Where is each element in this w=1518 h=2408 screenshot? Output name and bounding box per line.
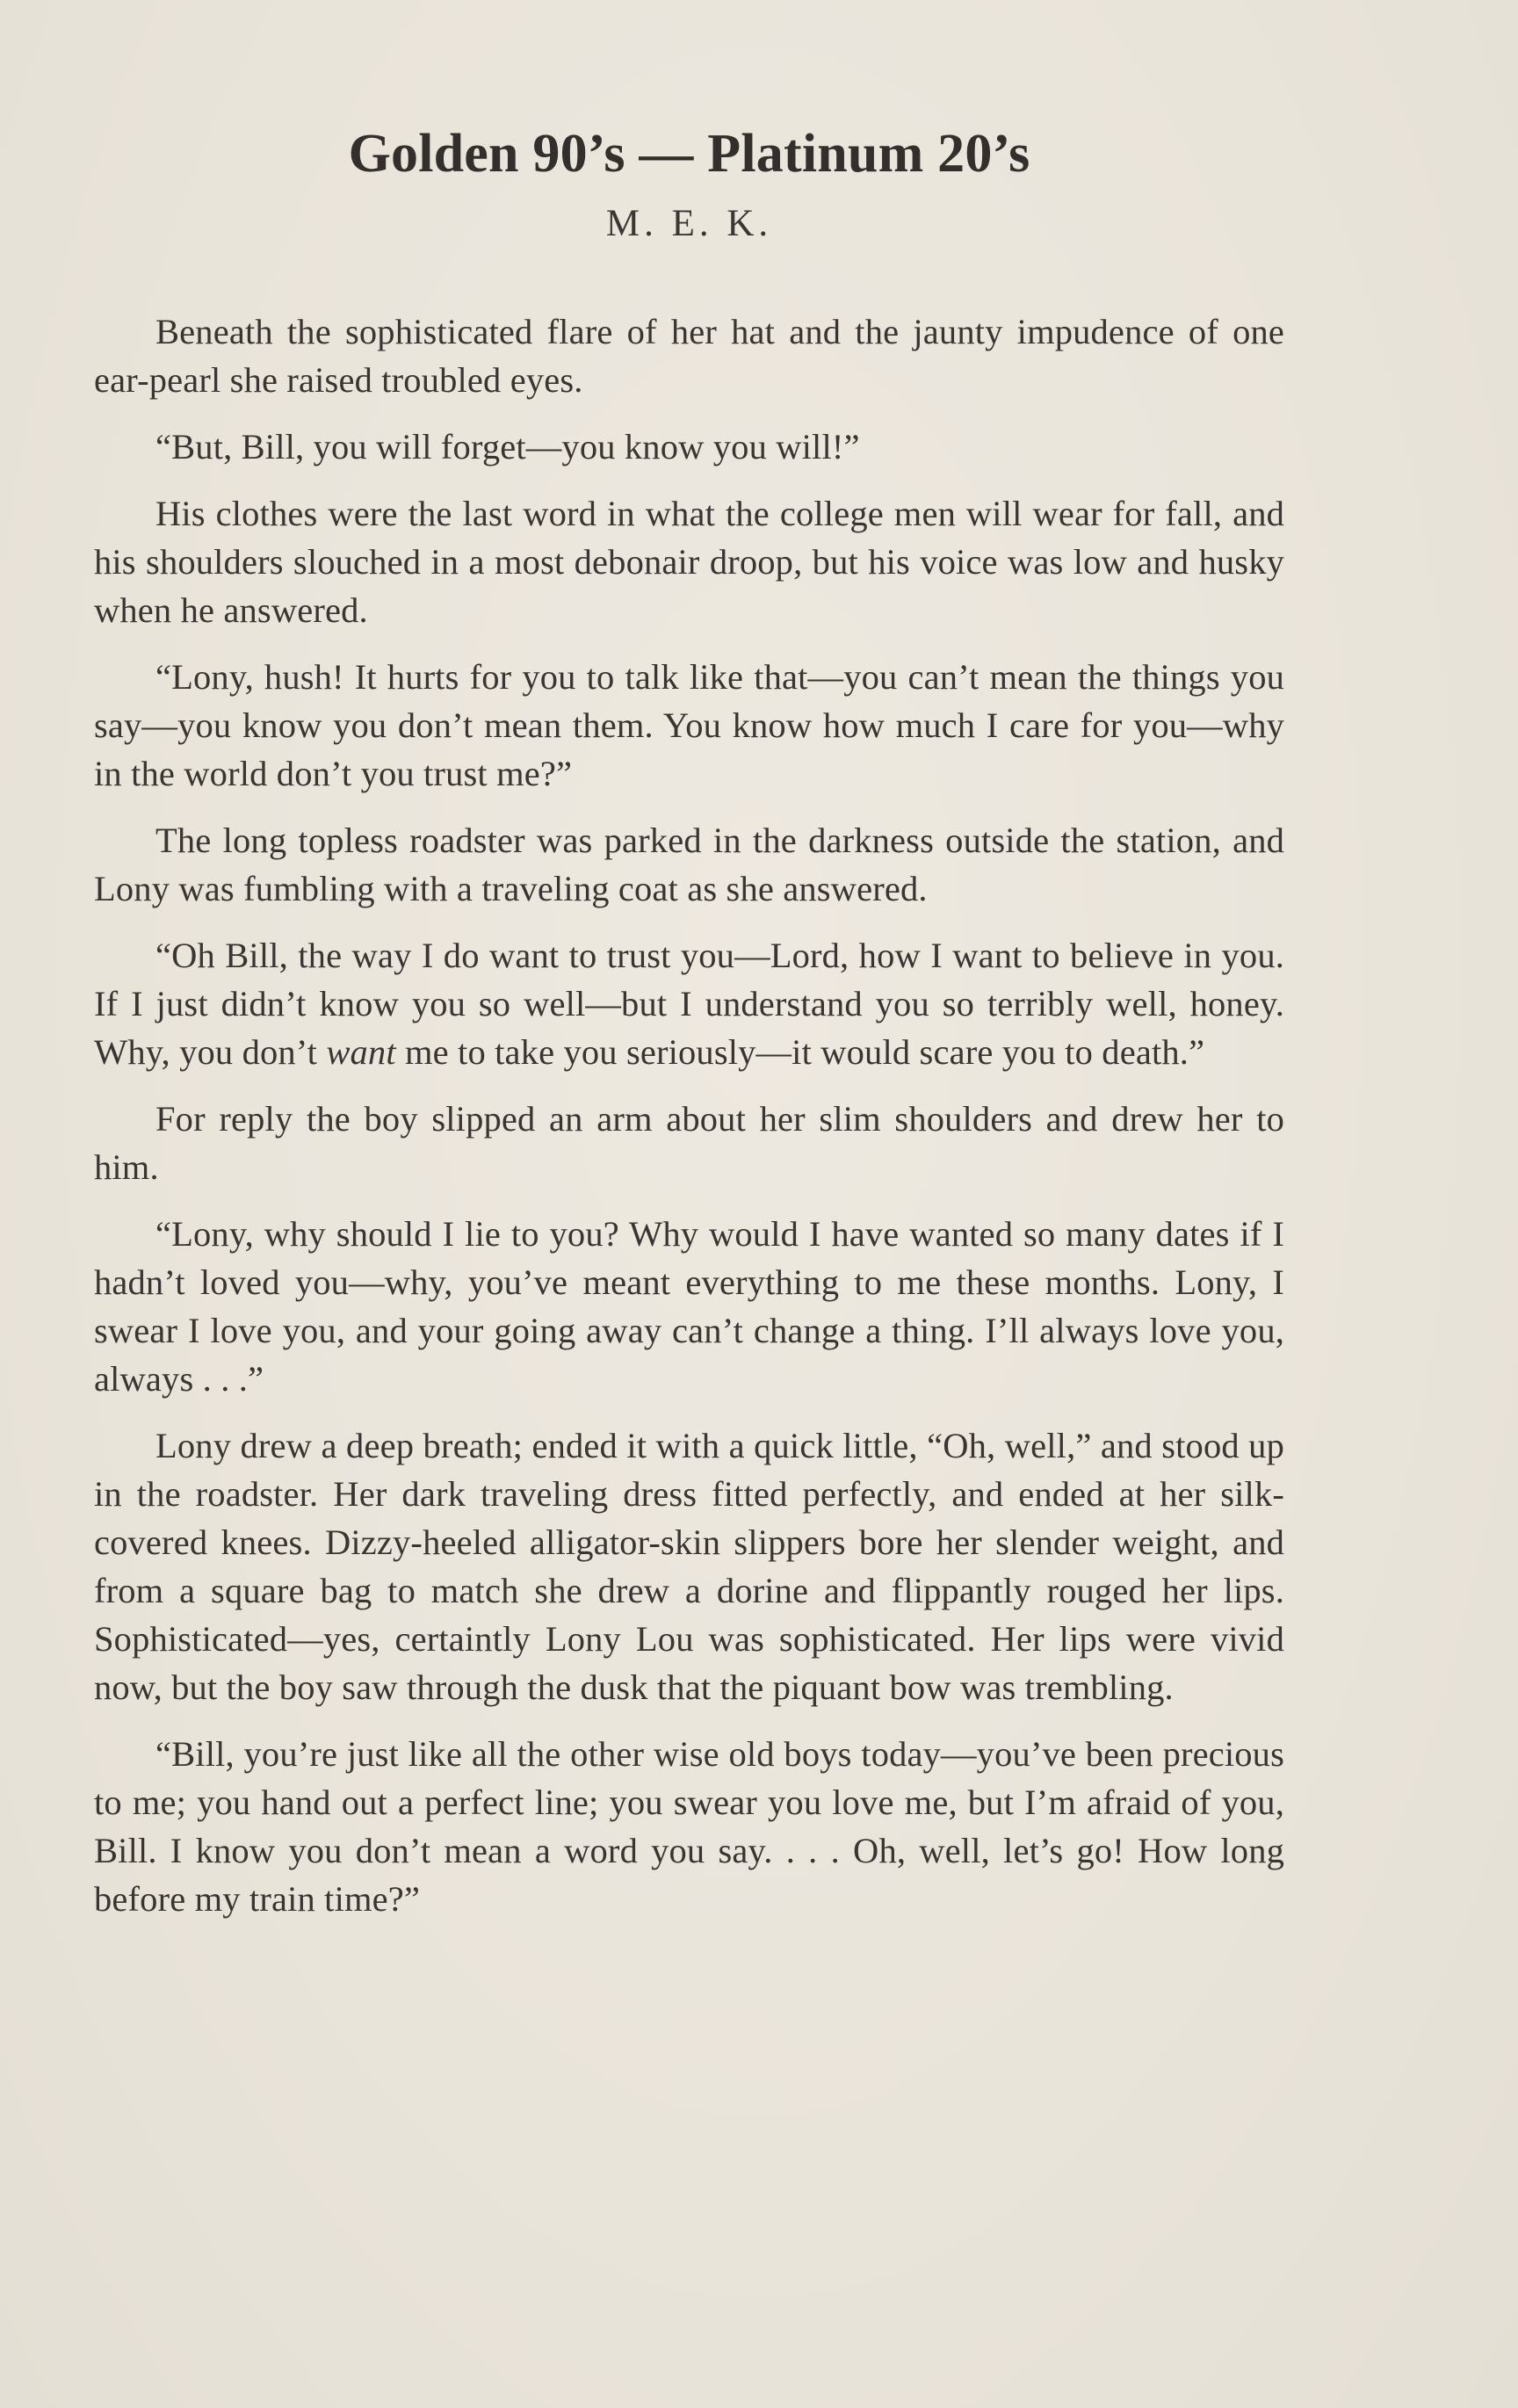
story-title: Golden 90’s — Platinum 20’s [348,124,1030,184]
paragraph: “Bill, you’re just like all the other wise old boys today—you’ve been precious to me; you hand out a perfect line; you swear you love me, but I’m afraid of you, Bill. I know you don’t mean a word you say. . . . Oh, well, let’s go! How long before my train time?” [94,1734,1284,1919]
paragraph: Lony drew a deep breath; ended it with a quick little, “Oh, well,” and stood up in the roadster. Her dark traveling dress fitted perfectly, and ended at her silk-covered knees. Dizzy-heeled alligator-skin slippers bore her slender weight, and from a square bag to match she drew a dorine and flippantly rouged her lips. Sophisticated—yes, certaintly Lony Lou was sophisticated. Her lips were vivid now, but the boy saw through the dusk that the piquant bow was trembling. [94,1426,1284,1707]
paragraph: For reply the boy slipped an arm about her slim shoulders and drew her to him. [94,1099,1284,1187]
paragraph: “Lony, hush! It hurts for you to talk like that—you can’t mean the things you say—you know you don’t mean them. You know how much I care for you—why in the world don’t you trust me?” [94,657,1284,793]
paragraph: Beneath the sophisticated flare of her hat and the jaunty impudence of one ear-pearl she raised troubled eyes. [94,312,1284,400]
story-body [94,307,1284,1923]
author-initials: M. E. K. [605,203,773,244]
paragraph: His clothes were the last word in what the college men will wear for fall, and his shoulders slouched in a most debonair droop, but his voice was low and husky when he answered. [94,494,1284,630]
paragraph: The long topless roadster was parked in the darkness outside the station, and Lony was fumbling with a traveling coat as she answered. [94,821,1284,908]
paragraph-text-before: “Oh Bill, the way I do want to trust you—Lord, how I want to believe in you. If I just didn’t know you so well—but I understand you so terribly well, honey. Why, you don’t [94,936,1284,1072]
emphasized-word: want [326,1032,396,1072]
text-column [94,114,1284,1942]
paragraph: “Lony, why should I lie to you? Why would I have wanted so many dates if I hadn’t loved you—why, you’ve meant everything to me these months. Lony, I swear I love you, and your going away can’t change a thing. I’ll always love you, always . . .” [94,1214,1284,1399]
paragraph: “But, Bill, you will forget—you know you will!” [155,427,860,466]
paragraph-with-emphasis [94,931,1284,1076]
paragraph-text-after: me to take you seriously—it would scare you to death.” [395,1032,1205,1072]
